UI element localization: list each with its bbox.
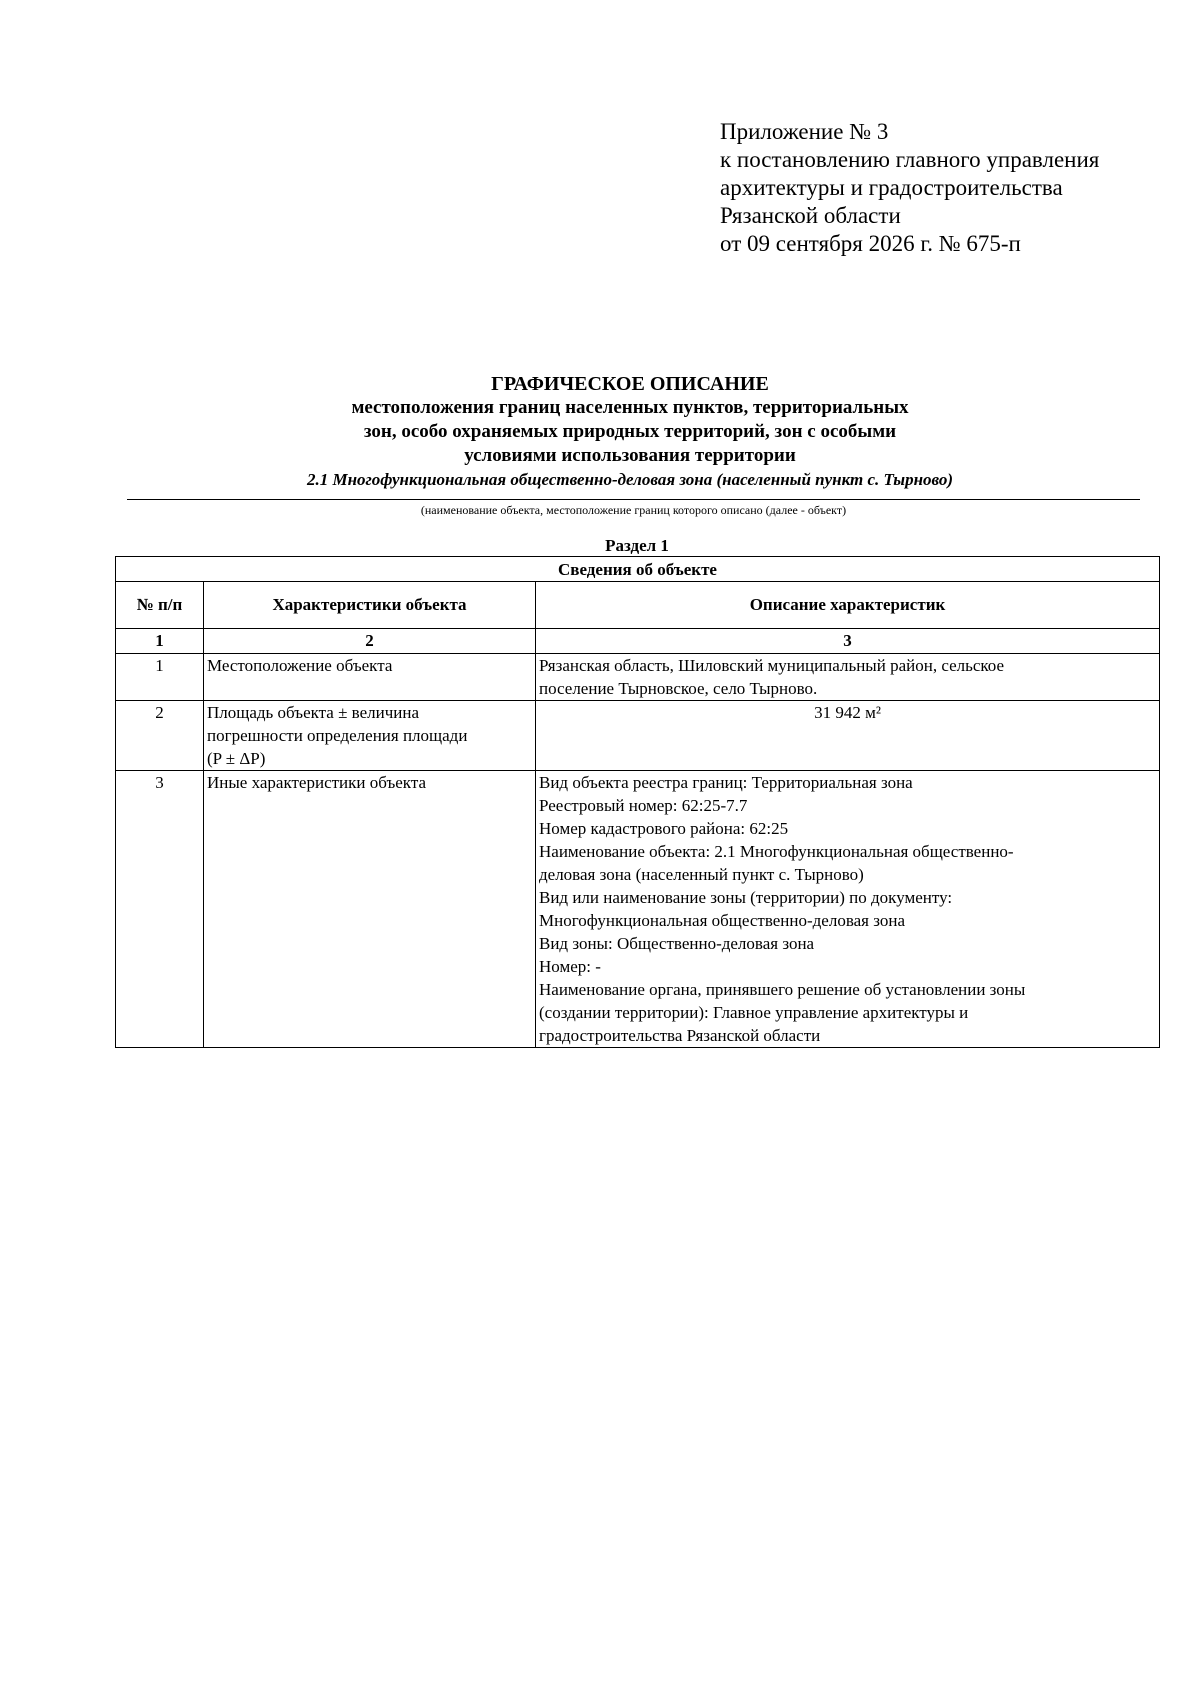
row-description	[536, 654, 1160, 701]
description-line: Рязанская область, Шиловский муниципальный район, сельское	[539, 656, 1005, 675]
document-title: ГРАФИЧЕСКОЕ ОПИСАНИЕ	[491, 373, 769, 395]
description-line: Вид зоны: Общественно-деловая зона	[539, 934, 815, 953]
description-line: Наименование органа, принявшего решение об установлении зоны	[539, 980, 1026, 999]
section-title: Раздел 1	[605, 536, 669, 555]
document-subtitle-line: местоположения границ населенных пунктов, территориальных	[351, 397, 909, 418]
appendix-block	[720, 118, 1099, 258]
column-number: 3	[536, 629, 1160, 654]
characteristic-line: (P ± ΔP)	[207, 749, 266, 768]
description-line: Номер кадастрового района: 62:25	[539, 819, 789, 838]
column-header-characteristic: Характеристики объекта	[204, 582, 536, 629]
row-characteristic	[204, 701, 536, 771]
column-number: 2	[204, 629, 536, 654]
description-line: градостроительства Рязанской области	[539, 1026, 821, 1045]
row-description: 31 942 м²	[536, 701, 1160, 771]
row-number: 2	[116, 701, 204, 771]
column-header-description: Описание характеристик	[536, 582, 1160, 629]
document-title-block	[120, 372, 1140, 492]
table-row	[116, 771, 1160, 1048]
appendix-line: Приложение № 3	[720, 119, 889, 144]
description-line: поселение Тырновское, село Тырново.	[539, 679, 818, 698]
description-line: Вид объекта реестра границ: Территориальная зона	[539, 773, 913, 792]
document-subtitle-line: зон, особо охраняемых природных территорий, зон с особыми	[363, 421, 897, 442]
description-line: Реестровый номер: 62:25-7.7	[539, 796, 748, 815]
description-line: Многофункциональная общественно-деловая зона	[539, 911, 906, 930]
appendix-line: архитектуры и градостроительства	[720, 175, 1063, 200]
characteristic-line: погрешности определения площади	[207, 726, 468, 745]
description-line: Наименование объекта: 2.1 Многофункциональная общественно-	[539, 842, 1014, 861]
appendix-line: от 09 сентября 2026 г. № 675-п	[720, 231, 1021, 256]
object-name: 2.1 Многофункциональная общественно-деловая зона (населенный пункт с. Тырново)	[306, 470, 954, 489]
appendix-line: Рязанской области	[720, 203, 901, 228]
object-name-underline	[127, 499, 1140, 500]
row-number: 1	[116, 654, 204, 701]
row-characteristic: Иные характеристики объекта	[204, 771, 536, 1048]
description-line: Вид или наименование зоны (территории) по документу:	[539, 888, 953, 907]
description-line: деловая зона (населенный пункт с. Тырново)	[539, 865, 864, 884]
characteristic-line: Площадь объекта ± величина	[207, 703, 420, 722]
table-row	[116, 701, 1160, 771]
object-info-table	[115, 556, 1160, 1048]
description-line: (создании территории): Главное управление архитектуры и	[539, 1003, 969, 1022]
table-caption: Сведения об объекте	[116, 557, 1160, 582]
object-caption: (наименование объекта, местоположение границ которого описано (далее - объект)	[420, 503, 847, 517]
table-row	[116, 654, 1160, 701]
description-line: Номер: -	[539, 957, 601, 976]
column-header-number: № п/п	[116, 582, 204, 629]
row-characteristic: Местоположение объекта	[204, 654, 536, 701]
column-number: 1	[116, 629, 204, 654]
appendix-line: к постановлению главного управления	[720, 147, 1100, 172]
row-number: 3	[116, 771, 204, 1048]
row-description	[536, 771, 1160, 1048]
document-subtitle-line: условиями использования территории	[464, 445, 796, 466]
